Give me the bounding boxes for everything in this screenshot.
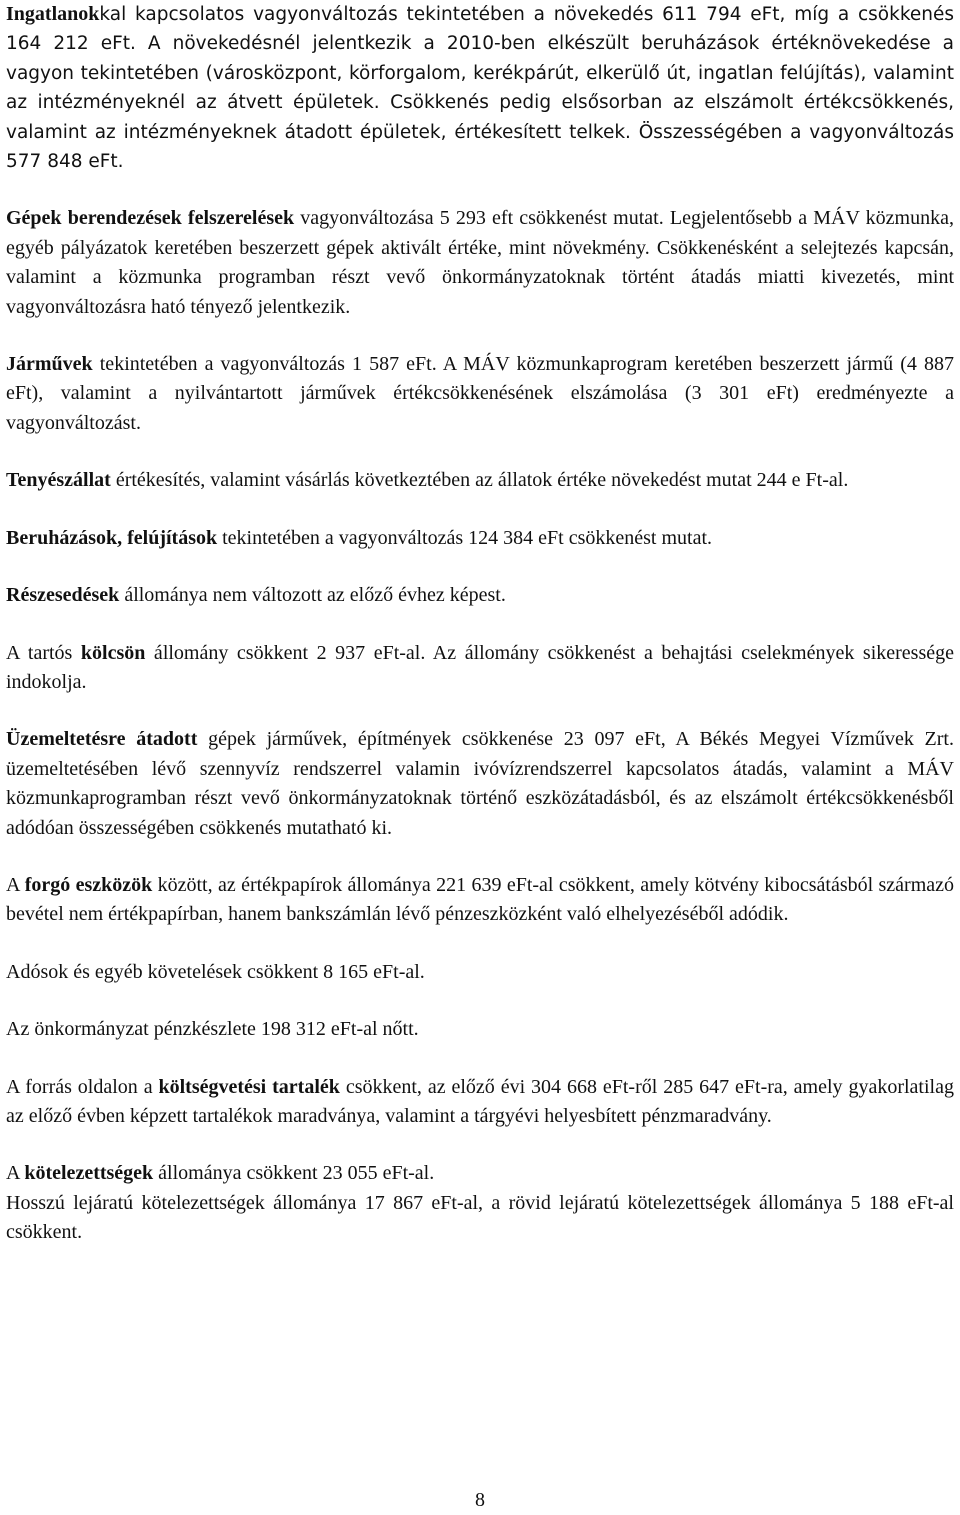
paragraph-jarmuvek [6,350,954,438]
term-reszesedesek: Részesedések [6,584,120,607]
document-body [6,0,954,1248]
term-beruhazasok: Beruházások, felújítások [6,526,218,549]
paragraph-text: Adósok és egyéb követelések csökkent 8 165 eFt-al. [6,960,425,983]
paragraph-tenyeszallat [6,466,954,495]
page-number: 8 [475,1489,485,1511]
term-tenyeszallat: Tenyészállat [6,469,111,492]
paragraph-beruhazasok [6,524,954,553]
paragraph-adosok [6,958,954,987]
paragraph-penzkeszlet [6,1015,954,1044]
paragraph-text-lead: A tartós [6,641,81,664]
paragraph-text: kal kapcsolatos vagyonváltozás tekintetében a növekedés 611 794 eFt, míg a csökkenés 164 212 eFt. A növekedésnél jelentkezik a 2010-ben elkészült beruházások értéknövekedése a vagyon tekintetében (városközpont, körforgalom, kerékpárút, elkerülő út, ingatlan felújítás), valamint az intézményeknél az átvett épületek. Csökkenés pedig elsősorban az elszámolt értékcsökkenés, valamint az intézményeknek átadott épületek, értékesített telkek. Összességében a vagyonváltozás 577 848 eFt. [6,4,954,173]
paragraph-text: Hosszú lejáratú kötelezettségek állománya 17 867 eFt-al, a rövid lejáratú kötelezettségek állománya 5 188 eFt-al csökkent. [6,1191,954,1244]
paragraph-reszesedesek [6,581,954,610]
paragraph-kolcson [6,639,954,698]
paragraph-text: tekintetében a vagyonváltozás 1 587 eFt. A MÁV közmunkaprogram keretében beszerzett jármű (4 887 eFt), valamint a nyilvántartott járművek értékcsökkenésének elszámolása (3 301 eFt) eredményezte a vagyonváltozást. [6,353,954,434]
paragraph-text: tekintetében a vagyonváltozás 124 384 eFt csökkenést mutat. [217,526,712,549]
term-kotelezettsegek: kötelezettségek [24,1162,154,1185]
paragraph-hosszu-lejaratu [6,1189,954,1248]
paragraph-text: állománya csökkent 23 055 eFt-al. [153,1162,435,1185]
term-kolcson: kölcsön [80,641,146,664]
paragraph-text: között, az értékpapírok állománya 221 639 eFt-al csökkent, amely kötvény kibocsátásból származó bevétel nem értékpapírban, hanem bankszámlán lévő pénzeszközként való elhelyezéséből adódik. [6,873,955,926]
paragraph-text-lead: A [6,873,25,896]
paragraph-koltsegvetesi-tartalek [6,1073,954,1132]
term-ingatlanok: Ingatlanok [6,3,100,25]
paragraph-text: csökkent, az előző évi 304 668 eFt-ről 285 647 eFt-ra, amely gyakorlatilag az előző évben képzett tartalékok maradványa, valamint a tárgyévi helyesbített pénzmaradvány. [6,1075,954,1127]
paragraph-ingatlanok [6,0,954,176]
paragraph-uzemeltetesre [6,725,954,843]
paragraph-text: vagyonváltozása 5 293 eft csökkenést mutat. Legjelentősebb a MÁV közmunka, egyéb pályázatok keretében beszerzett gépek aktivált értéke, mint növekmény. Csökkenésként a selejtezés kapcsán, valamint a közmunka programban részt vevő önkormányzatoknak történt átadás miatti kivezetés, mint vagyonváltozásra ható tényező jelentkezik. [6,207,954,318]
term-jarmuvek: Járművek [6,353,93,376]
paragraph-forgo-eszkozok [6,871,954,930]
paragraph-text-lead: A forrás oldalon a [6,1075,159,1098]
term-gepek: Gépek berendezések felszerelések [6,207,295,230]
term-koltsegvetesi-tartalek: költségvetési tartalék [158,1075,340,1098]
paragraph-text-lead: A [6,1162,25,1185]
term-forgo-eszkozok: forgó eszközök [24,873,153,896]
paragraph-text: Az önkormányzat pénzkészlete 198 312 eFt-al nőtt. [6,1018,419,1041]
paragraph-text: állománya nem változott az előző évhez képest. [119,584,506,607]
paragraph-text: állomány csökkent 2 937 eFt-al. Az állomány csökkenést a behajtási cselekmények sikeressége indokolja. [6,641,954,693]
paragraph-kotelezettsegek [6,1159,954,1188]
paragraph-text: értékesítés, valamint vásárlás következtében az állatok értéke növekedést mutat 244 e Ft-al. [110,469,849,492]
paragraph-gepek [6,204,954,322]
term-uzemeltetesre: Üzemeltetésre átadott [6,728,198,751]
paragraph-text: gépek járművek, építmények csökkenése 23 097 eFt, A Békés Megyei Vízművek Zrt. üzemeltetésében lévő szennyvíz rendszerrel valamin ivóvízrendszerrel kapcsolatos átadás, valamint a MÁV közmunkaprogramban részt vevő önkormányzatoknak történő eszközátadásból, és az elszámolt értékcsökkenésből adódóan összességében csökkenés mutatható ki. [6,728,954,839]
